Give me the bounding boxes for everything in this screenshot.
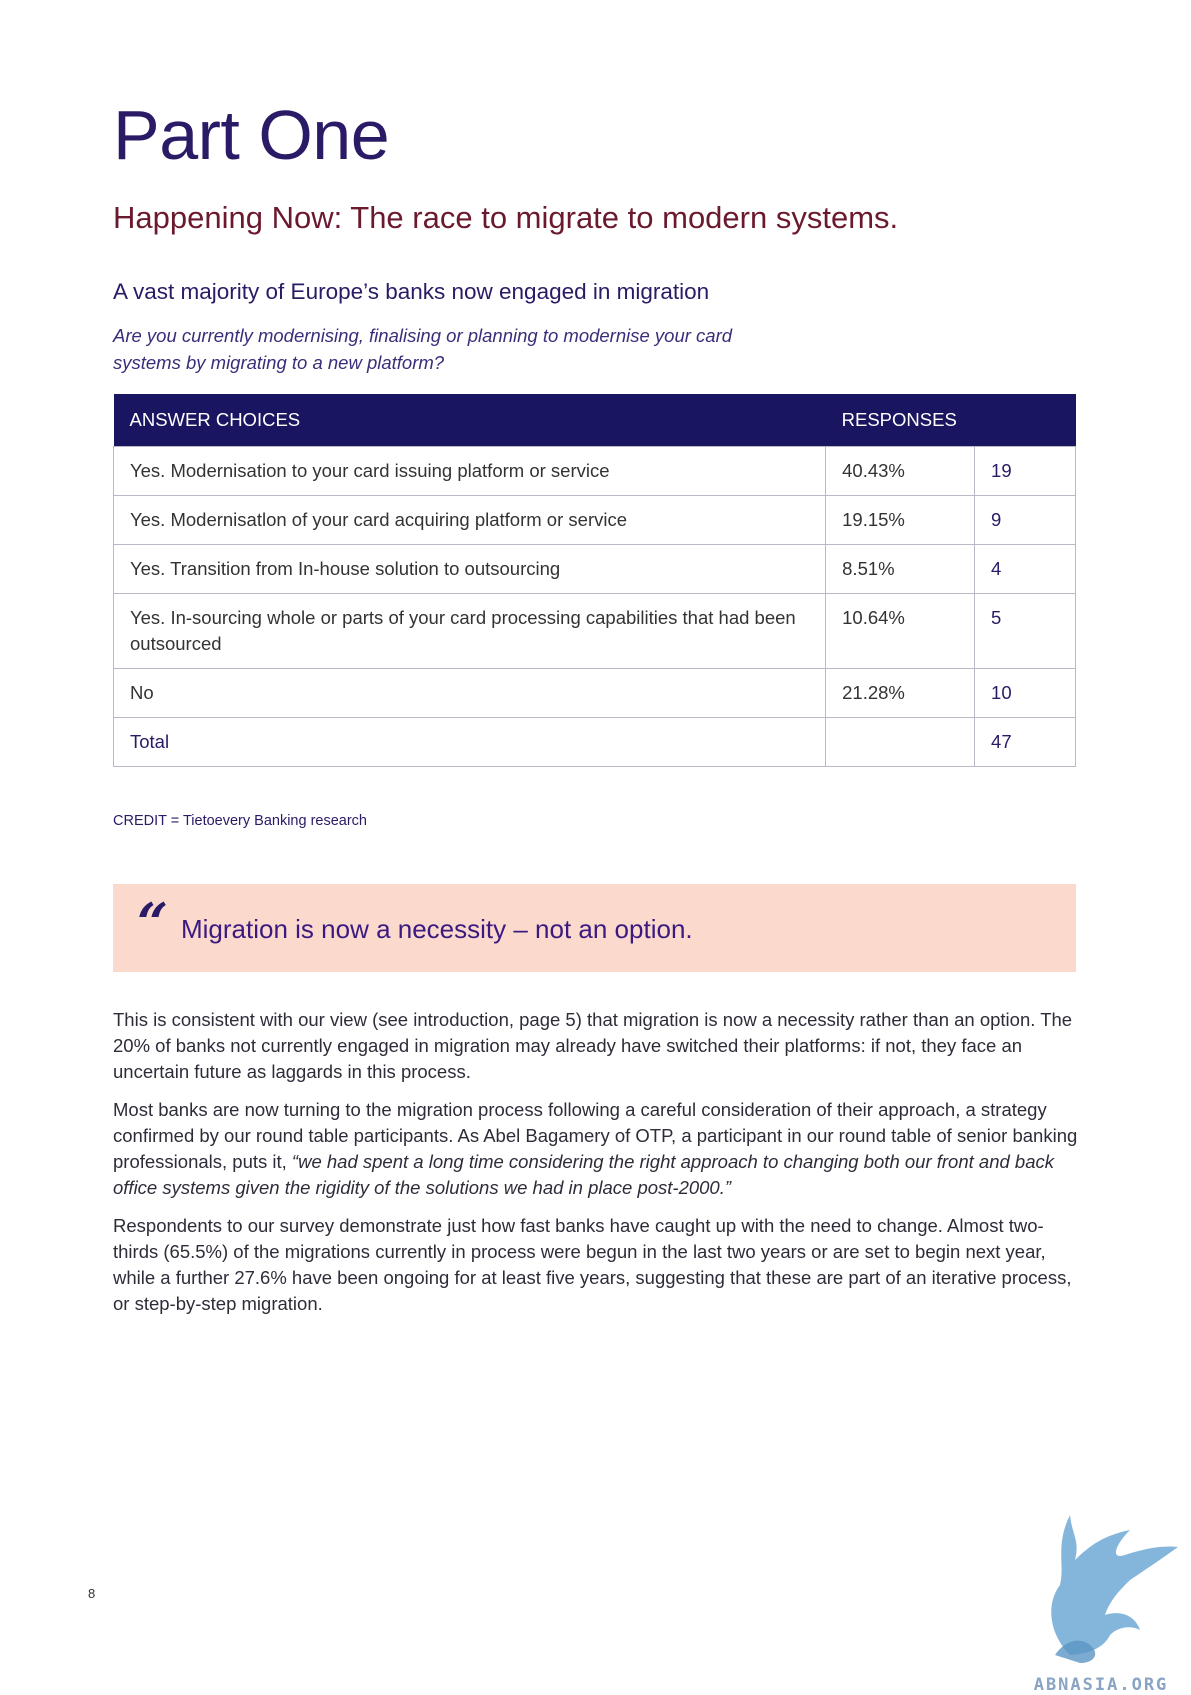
pull-quote-text: Migration is now a necessity – not an option.	[181, 914, 693, 944]
count-cell: 9	[975, 496, 1076, 545]
survey-heading: A vast majority of Europe’s banks now engaged in migration	[113, 279, 710, 304]
body-paragraph	[113, 1097, 1078, 1201]
percent-cell: 10.64%	[826, 594, 975, 669]
answer-cell: No	[114, 669, 826, 718]
column-header-answer-choices: ANSWER CHOICES	[114, 394, 826, 447]
percent-cell: 19.15%	[826, 496, 975, 545]
survey-results-table	[113, 394, 1076, 767]
page-title: Part One	[113, 96, 390, 174]
column-header-responses: RESPONSES	[826, 394, 1076, 447]
table-row	[114, 594, 1076, 669]
table-row	[114, 669, 1076, 718]
answer-cell: Yes. Modernisation to your card issuing platform or service	[114, 447, 826, 496]
answer-cell: Yes. In-sourcing whole or parts of your card processing capabilities that had been outsourced	[114, 594, 826, 669]
answer-cell: Yes. Modernisatlon of your card acquiring platform or service	[114, 496, 826, 545]
total-label: Total	[114, 718, 826, 767]
total-percent	[826, 718, 975, 767]
griffin-logo-icon	[1010, 1505, 1180, 1670]
table-header-row	[114, 394, 1076, 447]
watermark-text: ABNASIA.ORG	[1033, 1675, 1169, 1695]
percent-cell: 8.51%	[826, 545, 975, 594]
count-cell: 4	[975, 545, 1076, 594]
table-total-row	[114, 718, 1076, 767]
table-row	[114, 545, 1076, 594]
table-credit: CREDIT = Tietoevery Banking research	[113, 813, 367, 829]
body-paragraph: Respondents to our survey demonstrate just how fast banks have caught up with the need to change. Almost two-thirds (65.5%) of the migrations currently in process were begun in the last two years or are set to begin next year, while a further 27.6% have been ongoing for at least five years, suggesting that these are part of an iterative process, or step-by-step migration.	[113, 1215, 1072, 1314]
inline-quote: “we had spent a long time considering the right approach to changing both our front and back office systems given the rigidity of the solutions we had in place post-2000.”	[113, 1151, 1054, 1198]
percent-cell: 40.43%	[826, 447, 975, 496]
table-row	[114, 447, 1076, 496]
pull-quote	[113, 884, 1076, 972]
body-paragraph-lead: Most banks are now turning to the migration process following a careful consideration of their approach, a strategy confirmed by our round table participants. As Abel Bagamery of OTP, a participant in our round table of senior banking professionals, puts it,	[113, 1099, 1078, 1172]
body-paragraph: This is consistent with our view (see introduction, page 5) that migration is now a necessity rather than an option. The 20% of banks not currently engaged in migration may already have switched their platforms: if not, they face an uncertain future as laggards in this process.	[113, 1009, 1073, 1082]
answer-cell: Yes. Transition from In-house solution to outsourcing	[114, 545, 826, 594]
quote-mark-icon: “	[137, 891, 169, 955]
survey-question: Are you currently modernising, finalising or planning to modernise your card systems by migrating to a new platform?	[113, 325, 733, 373]
count-cell: 5	[975, 594, 1076, 669]
total-count: 47	[975, 718, 1076, 767]
count-cell: 10	[975, 669, 1076, 718]
page-subtitle: Happening Now: The race to migrate to modern systems.	[113, 200, 899, 235]
count-cell: 19	[975, 447, 1076, 496]
table-row	[114, 496, 1076, 545]
percent-cell: 21.28%	[826, 669, 975, 718]
body-text	[113, 1007, 1078, 1329]
page-number: 8	[88, 1586, 96, 1601]
